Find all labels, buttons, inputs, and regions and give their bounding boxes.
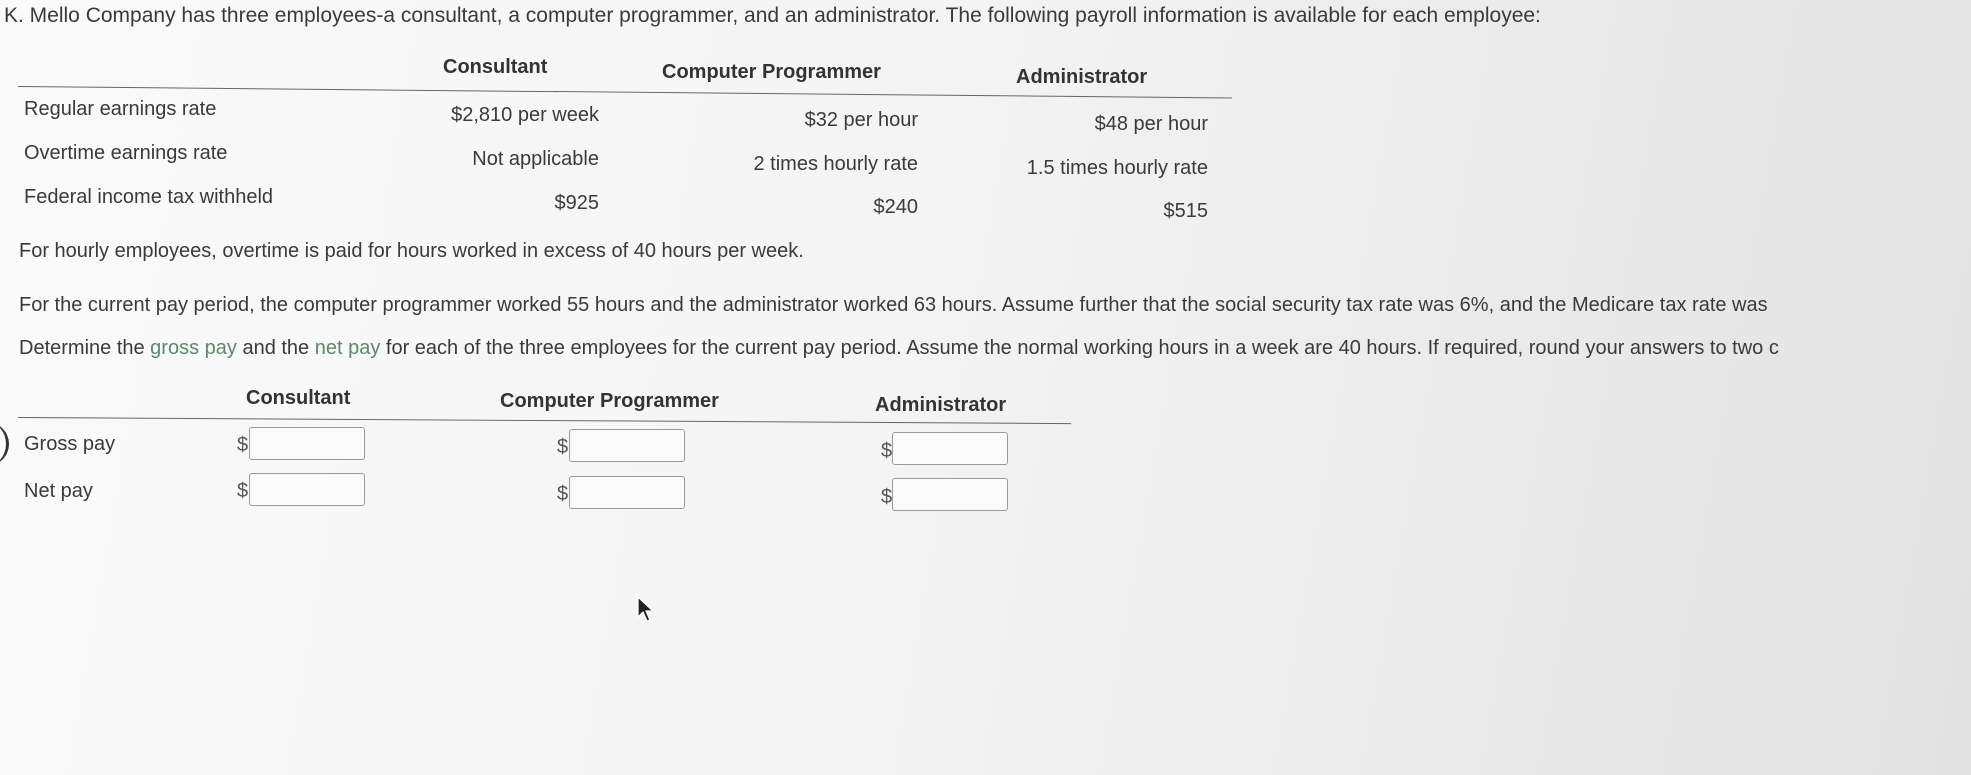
net-pay-consultant-input[interactable] bbox=[249, 473, 365, 506]
instructions-mid: and the bbox=[236, 337, 315, 359]
gross-pay-administrator-input[interactable] bbox=[892, 432, 1008, 465]
row-label: Overtime earnings rate bbox=[24, 142, 228, 164]
dollar-sign: $ bbox=[881, 486, 893, 508]
net-pay-term: net pay bbox=[314, 337, 381, 359]
cell-consultant: Not applicable bbox=[472, 148, 599, 170]
instructions-prefix: Determine the bbox=[19, 337, 151, 359]
cell-computer-programmer: $32 per hour bbox=[804, 109, 918, 131]
row-label: Federal income tax withheld bbox=[24, 186, 274, 208]
info-header-divider bbox=[18, 86, 558, 92]
cell-administrator: $48 per hour bbox=[1094, 113, 1208, 135]
row-label: Net pay bbox=[24, 480, 93, 502]
answer-header-administrator: Administrator bbox=[875, 394, 1007, 416]
info-header-computer-programmer: Computer Programmer bbox=[662, 61, 881, 83]
focus-ring-indicator bbox=[0, 422, 9, 466]
cell-consultant: $925 bbox=[554, 192, 599, 214]
gross-pay-term: gross pay bbox=[150, 337, 237, 359]
gross-pay-consultant-input[interactable] bbox=[249, 427, 365, 460]
row-label: Regular earnings rate bbox=[24, 98, 217, 120]
dollar-sign: $ bbox=[557, 483, 569, 505]
cell-administrator: 1.5 times hourly rate bbox=[1026, 157, 1208, 179]
row-label: Gross pay bbox=[24, 433, 116, 455]
instructions-suffix: for each of the three employees for the current pay period. Assume the normal working hours in a week are 40 hours. If required, round your answers to two c bbox=[380, 337, 1779, 359]
dollar-sign: $ bbox=[237, 434, 249, 456]
info-header-consultant: Consultant bbox=[443, 56, 548, 78]
dollar-sign: $ bbox=[557, 436, 569, 458]
current-period-text: For the current pay period, the computer programmer worked 55 hours and the administrator worked 63 hours. Assume further that the social security tax rate was 6%, and the Medicare tax rate was bbox=[19, 294, 1768, 316]
answer-header-computer-programmer: Computer Programmer bbox=[500, 390, 719, 412]
cell-administrator: $515 bbox=[1163, 200, 1208, 222]
net-pay-administrator-input[interactable] bbox=[892, 478, 1008, 511]
dollar-sign: $ bbox=[881, 440, 893, 462]
overtime-note: For hourly employees, overtime is paid for hours worked in excess of 40 hours per week. bbox=[19, 240, 804, 262]
answer-header-divider bbox=[18, 417, 1071, 424]
instructions-text bbox=[19, 337, 1779, 360]
net-pay-computer-programmer-input[interactable] bbox=[569, 476, 685, 509]
problem-intro: K. Mello Company has three employees-a consultant, a computer programmer, and an administrator. The following payroll information is available for each employee: bbox=[4, 4, 1541, 27]
mouse-pointer-icon bbox=[636, 595, 656, 625]
dollar-sign: $ bbox=[237, 480, 249, 502]
info-header-divider-right bbox=[555, 91, 1232, 98]
gross-pay-computer-programmer-input[interactable] bbox=[569, 429, 685, 462]
cell-computer-programmer: $240 bbox=[873, 196, 918, 218]
answer-header-consultant: Consultant bbox=[246, 387, 351, 409]
info-header-administrator: Administrator bbox=[1016, 66, 1148, 88]
cell-computer-programmer: 2 times hourly rate bbox=[753, 153, 918, 175]
cell-consultant: $2,810 per week bbox=[451, 104, 599, 126]
